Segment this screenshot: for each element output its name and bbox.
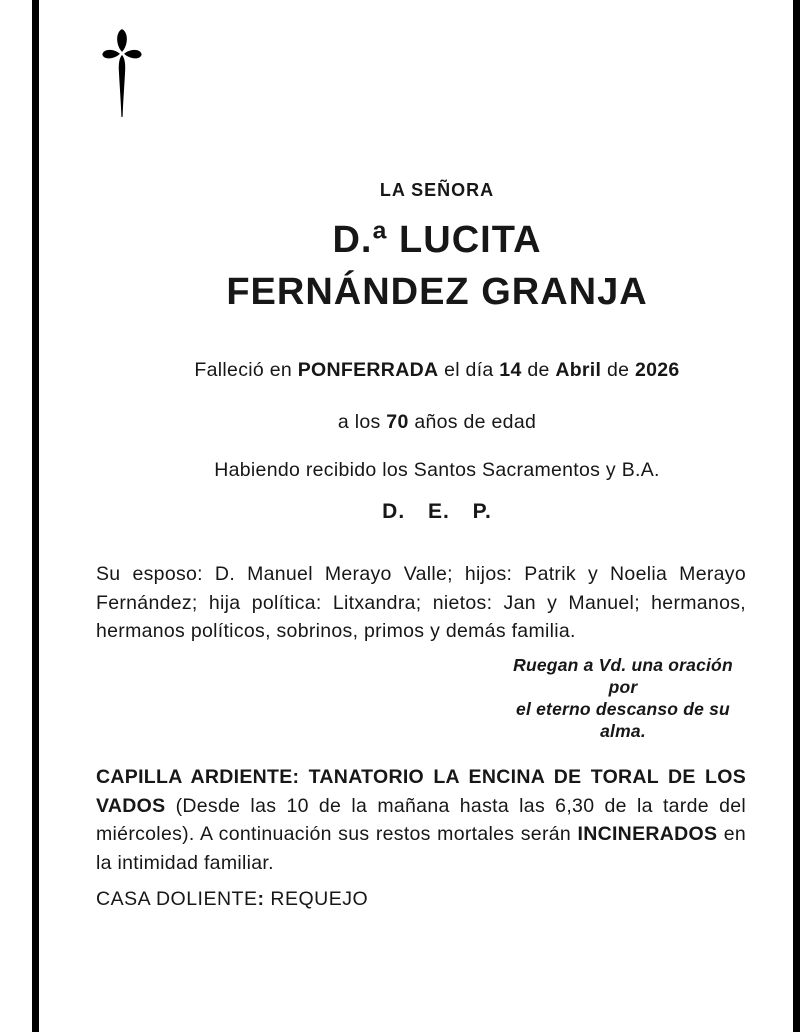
age-line — [96, 411, 778, 434]
death-month: Abril — [555, 359, 602, 381]
death-mid3: de — [606, 359, 630, 381]
prayer-request — [498, 654, 748, 742]
age-prefix: a los — [337, 411, 381, 433]
sacraments-line: Habiendo recibido los Santos Sacramentos y B.A. — [214, 459, 660, 481]
honorific-title: LA SEÑORA — [379, 180, 495, 200]
prayer-line1: Ruegan a Vd. una oración por — [513, 655, 733, 697]
memorial-cross-icon — [100, 26, 144, 119]
mourning-house-line — [96, 888, 368, 911]
death-place-date-line — [96, 359, 778, 382]
chapel-schedule: (Desde las 10 de la mañana hasta las 6,30 de la tarde del miércoles). A continuación sus restos mortales serán — [96, 794, 746, 845]
prayer-line2: el eterno descanso de su alma. — [516, 699, 730, 741]
left-border-rule — [32, 0, 39, 1032]
dep-abbreviation: D. E. P. — [382, 500, 492, 523]
mourning-house-label: CASA DOLIENTE — [96, 888, 258, 910]
age-suffix: años de edad — [414, 411, 537, 433]
death-city: PONFERRADA — [297, 359, 439, 381]
chapel-tail: en la intimidad familiar. — [96, 823, 747, 874]
mourning-house-value: REQUEJO — [270, 888, 369, 910]
deceased-name-line1: D.ª LUCITA — [332, 219, 542, 261]
death-day: 14 — [499, 359, 522, 381]
death-prefix: Falleció en — [194, 359, 293, 381]
death-year: 2026 — [634, 359, 680, 381]
death-mid1: el día — [444, 359, 494, 381]
chapel-location-bold: CAPILLA ARDIENTE: TANATORIO LA ENCINA DE TORAL DE LOS VADOS — [96, 766, 746, 817]
mourning-house-colon: : — [257, 888, 265, 910]
chapel-incinerated-bold: INCINERADOS — [577, 823, 718, 845]
death-mid2: de — [527, 359, 550, 381]
age-years: 70 — [386, 411, 409, 433]
chapel-paragraph — [96, 763, 746, 877]
right-border-rule — [793, 0, 800, 1032]
family-paragraph: Su esposo: D. Manuel Merayo Valle; hijos: Patrik y Noelia Merayo Fernández; hija política: Litxandra; nietos: Jan y Manuel; hermanos, hermanos políticos, sobrinos, primos y demás familia. — [96, 563, 746, 642]
deceased-name-line2: FERNÁNDEZ GRANJA — [226, 271, 648, 313]
